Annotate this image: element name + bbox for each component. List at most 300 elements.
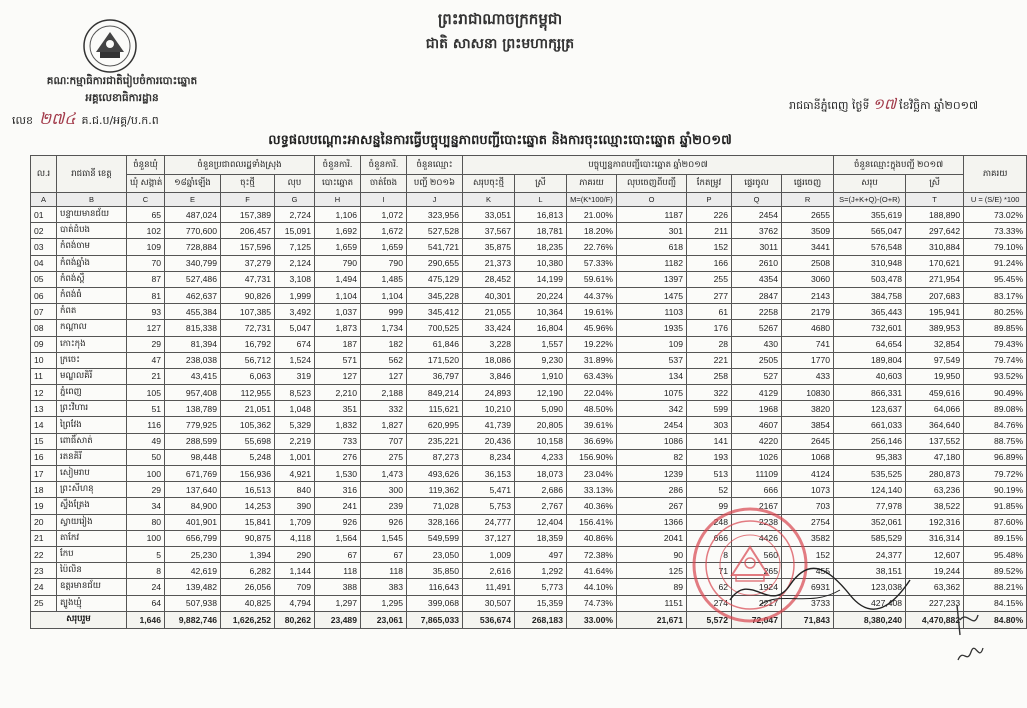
table-cell: 138,789: [165, 401, 221, 417]
table-cell: 5,047: [275, 320, 315, 336]
table-cell: 20,805: [515, 417, 567, 433]
province-name: ភ្នំពេញ: [57, 385, 127, 401]
row-number: 18: [31, 482, 57, 498]
table-cell: 188,890: [906, 207, 964, 223]
row-number: 03: [31, 239, 57, 255]
row-number: 15: [31, 433, 57, 449]
document-title: លទ្ធផលបណ្តោះអាសន្ននៃការធ្វើបច្ចុប្បន្នភាពបញ្ជីបោះឆ្នោត និងការចុះឈ្មោះបោះឆ្នោត ឆ្នាំ២០១៧: [268, 133, 732, 148]
table-cell: 87,273: [407, 449, 463, 465]
row-number: 02: [31, 223, 57, 239]
table-cell: 115,621: [407, 401, 463, 417]
table-cell: 1,104: [315, 287, 361, 303]
table-cell: 28: [687, 336, 732, 352]
table-cell: 316: [315, 482, 361, 498]
table-cell: 4426: [732, 530, 782, 546]
province-name: កំពង់ធំ: [57, 287, 127, 303]
table-cell: 33.13%: [567, 482, 617, 498]
table-cell: 20,436: [463, 433, 515, 449]
table-cell: 95.45%: [964, 271, 1027, 287]
table-cell: 33,051: [463, 207, 515, 223]
table-cell: 527: [732, 368, 782, 384]
table-cell: 1182: [617, 255, 687, 271]
table-cell: 316,314: [906, 530, 964, 546]
table-cell: 709: [275, 579, 315, 595]
table-row: [31, 368, 1027, 384]
table-cell: 1,037: [315, 304, 361, 320]
table-cell: 207,683: [906, 287, 964, 303]
table-cell: 21,055: [463, 304, 515, 320]
table-cell: 926: [315, 514, 361, 530]
table-cell: 47,731: [221, 271, 275, 287]
table-cell: 67: [315, 546, 361, 562]
table-cell: 82: [617, 449, 687, 465]
column-letter: F: [221, 193, 275, 207]
table-cell: 5,248: [221, 449, 275, 465]
table-row: [31, 449, 1027, 465]
table-cell: 10,158: [515, 433, 567, 449]
total-cell: 9,882,746: [165, 611, 221, 628]
table-cell: 2167: [732, 498, 782, 514]
province-name: ព្រះវិហារ: [57, 401, 127, 417]
table-cell: 770,600: [165, 223, 221, 239]
table-cell: 79.10%: [964, 239, 1027, 255]
table-row: [31, 433, 1027, 449]
table-cell: 226: [687, 207, 732, 223]
table-cell: 741: [782, 336, 834, 352]
table-cell: 16,792: [221, 336, 275, 352]
table-cell: 399,068: [407, 595, 463, 611]
table-cell: 866,331: [834, 385, 906, 401]
table-cell: 1103: [617, 304, 687, 320]
table-cell: 8: [687, 546, 732, 562]
table-cell: 280,873: [906, 466, 964, 482]
date-prefix: រាជធានីភ្នំពេញ ថ្ងៃទី: [789, 99, 870, 112]
table-cell: 1,910: [515, 368, 567, 384]
table-cell: 127: [361, 368, 407, 384]
table-cell: 93: [127, 304, 165, 320]
table-cell: 171,520: [407, 352, 463, 368]
table-cell: 65: [127, 207, 165, 223]
table-cell: 390: [275, 498, 315, 514]
table-cell: 661,033: [834, 417, 906, 433]
total-label: សរុបរួម: [31, 611, 127, 628]
col-total-female: ស្រី: [906, 175, 964, 193]
col-stations-group: ចំនួនការិ.: [315, 156, 361, 175]
table-cell: 61,846: [407, 336, 463, 352]
table-cell: 16,804: [515, 320, 567, 336]
province-name: ត្បូងឃ្មុំ: [57, 595, 127, 611]
table-cell: 310,884: [906, 239, 964, 255]
table-cell: 36,153: [463, 466, 515, 482]
table-cell: 88.75%: [964, 433, 1027, 449]
table-cell: 40.86%: [567, 530, 617, 546]
table-cell: 2,724: [275, 207, 315, 223]
table-cell: 3582: [782, 530, 834, 546]
table-cell: 3733: [782, 595, 834, 611]
table-cell: 125: [617, 563, 687, 579]
table-cell: 599: [687, 401, 732, 417]
table-cell: 22.04%: [567, 385, 617, 401]
table-cell: 3441: [782, 239, 834, 255]
table-cell: 26,056: [221, 579, 275, 595]
col-total-group: ចំនួនឈ្មោះក្នុងបញ្ជី ២០១៧: [834, 156, 964, 175]
agency-name: គណៈកម្មាធិការជាតិរៀបចំការបោះឆ្នោត: [46, 75, 198, 87]
total-cell: 7,865,033: [407, 611, 463, 628]
table-cell: 4680: [782, 320, 834, 336]
column-letter: A: [31, 193, 57, 207]
table-cell: 840: [275, 482, 315, 498]
table-cell: 1,494: [315, 271, 361, 287]
table-cell: 157,389: [221, 207, 275, 223]
row-number: 22: [31, 546, 57, 562]
table-cell: 89: [617, 579, 687, 595]
table-cell: 8: [127, 563, 165, 579]
table-cell: 666: [687, 530, 732, 546]
column-letter: E: [165, 193, 221, 207]
table-cell: 274: [687, 595, 732, 611]
table-cell: 4,794: [275, 595, 315, 611]
table-cell: 107,385: [221, 304, 275, 320]
column-letter: J: [407, 193, 463, 207]
table-cell: 4,233: [515, 449, 567, 465]
table-cell: 137,640: [165, 482, 221, 498]
table-row: [31, 530, 1027, 546]
table-cell: 116,643: [407, 579, 463, 595]
table-cell: 187: [315, 336, 361, 352]
col-offices-group: ចំនួនការិ.: [361, 156, 407, 175]
table-cell: 455: [782, 563, 834, 579]
column-letter: B: [57, 193, 127, 207]
row-number: 23: [31, 563, 57, 579]
total-cell: 536,674: [463, 611, 515, 628]
table-cell: 1,873: [315, 320, 361, 336]
table-cell: 1,485: [361, 271, 407, 287]
table-cell: 5,753: [463, 498, 515, 514]
table-cell: 87: [127, 271, 165, 287]
province-name: រតនគិរី: [57, 449, 127, 465]
table-cell: 63.43%: [567, 368, 617, 384]
province-name: ពោធិ៍សាត់: [57, 433, 127, 449]
table-cell: 700,525: [407, 320, 463, 336]
table-cell: 44.10%: [567, 579, 617, 595]
table-cell: 319: [275, 368, 315, 384]
table-cell: 256,146: [834, 433, 906, 449]
table-row: [31, 417, 1027, 433]
table-cell: 265: [732, 563, 782, 579]
col-stations: បោះឆ្នោត: [315, 175, 361, 193]
table-cell: 40.36%: [567, 498, 617, 514]
table-cell: 388: [315, 579, 361, 595]
table-cell: 401,901: [165, 514, 221, 530]
table-cell: 297,642: [906, 223, 964, 239]
table-cell: 137,552: [906, 433, 964, 449]
table-cell: 18,235: [515, 239, 567, 255]
table-cell: 19.22%: [567, 336, 617, 352]
table-cell: 134: [617, 368, 687, 384]
row-number: 13: [31, 401, 57, 417]
province-name: កំពត: [57, 304, 127, 320]
table-cell: 351: [315, 401, 361, 417]
table-cell: 15,359: [515, 595, 567, 611]
column-letter: Q: [732, 193, 782, 207]
nec-logo-icon: [82, 18, 138, 74]
table-cell: 7,125: [275, 239, 315, 255]
table-cell: 2179: [782, 304, 834, 320]
table-cell: 51: [127, 401, 165, 417]
table-cell: 1075: [617, 385, 687, 401]
row-number: 16: [31, 449, 57, 465]
table-cell: 288,599: [165, 433, 221, 449]
table-cell: 462,637: [165, 287, 221, 303]
table-cell: 562: [361, 352, 407, 368]
table-cell: 23.04%: [567, 466, 617, 482]
table-cell: 1,545: [361, 530, 407, 546]
table-cell: 1,832: [315, 417, 361, 433]
table-cell: 4220: [732, 433, 782, 449]
table-cell: 4,921: [275, 466, 315, 482]
table-cell: 493,626: [407, 466, 463, 482]
table-cell: 1,827: [361, 417, 407, 433]
table-cell: 55,698: [221, 433, 275, 449]
table-cell: 507,938: [165, 595, 221, 611]
table-cell: 16,813: [515, 207, 567, 223]
table-cell: 1924: [732, 579, 782, 595]
table-cell: 29: [127, 336, 165, 352]
table-cell: 276: [315, 449, 361, 465]
table-cell: 239: [361, 498, 407, 514]
table-cell: 384,758: [834, 287, 906, 303]
table-cell: 241: [315, 498, 361, 514]
table-cell: 81,394: [165, 336, 221, 352]
table-cell: 156.90%: [567, 449, 617, 465]
department-name: អគ្គលេខាធិការដ្ឋាន: [85, 92, 159, 104]
table-cell: 95.48%: [964, 546, 1027, 562]
table-cell: 618: [617, 239, 687, 255]
table-cell: 926: [361, 514, 407, 530]
table-cell: 19,950: [906, 368, 964, 384]
row-number: 05: [31, 271, 57, 287]
total-cell: 23,061: [361, 611, 407, 628]
table-cell: 84,900: [165, 498, 221, 514]
table-cell: 166: [687, 255, 732, 271]
table-cell: 50: [127, 449, 165, 465]
table-cell: 732,601: [834, 320, 906, 336]
table-cell: 88.21%: [964, 579, 1027, 595]
signature-icon: [720, 560, 920, 620]
reference-number: [12, 108, 159, 132]
column-letter: T: [906, 193, 964, 207]
table-cell: 352,061: [834, 514, 906, 530]
table-cell: 1935: [617, 320, 687, 336]
voter-registration-table: [30, 155, 1027, 629]
table-cell: 342: [617, 401, 687, 417]
table-cell: 340,799: [165, 255, 221, 271]
table-row: [31, 466, 1027, 482]
row-number: 01: [31, 207, 57, 223]
table-cell: 365,443: [834, 304, 906, 320]
table-cell: 2645: [782, 433, 834, 449]
table-cell: 52: [687, 482, 732, 498]
table-cell: 157,596: [221, 239, 275, 255]
total-cell: 5,572: [687, 611, 732, 628]
province-name: ព្រៃវែង: [57, 417, 127, 433]
table-row: [31, 207, 1027, 223]
table-cell: 5,471: [463, 482, 515, 498]
col-moved-in: ផ្ទេរចូល: [732, 175, 782, 193]
row-number: 09: [31, 336, 57, 352]
table-cell: 89.15%: [964, 530, 1027, 546]
table-cell: 72.38%: [567, 546, 617, 562]
table-cell: 47,180: [906, 449, 964, 465]
table-cell: 79.43%: [964, 336, 1027, 352]
province-name: សៀមរាប: [57, 466, 127, 482]
table-cell: 275: [361, 449, 407, 465]
table-cell: 2,124: [275, 255, 315, 271]
table-cell: 5: [127, 546, 165, 562]
row-number: 19: [31, 498, 57, 514]
total-cell: 80,262: [275, 611, 315, 628]
table-cell: 19,244: [906, 563, 964, 579]
row-number: 21: [31, 530, 57, 546]
table-cell: 28,452: [463, 271, 515, 287]
table-row: [31, 498, 1027, 514]
table-cell: 1187: [617, 207, 687, 223]
table-cell: 70: [127, 255, 165, 271]
table-cell: 90,875: [221, 530, 275, 546]
column-letter: K: [463, 193, 515, 207]
table-cell: 221: [687, 352, 732, 368]
table-cell: 1073: [782, 482, 834, 498]
table-cell: 1,104: [361, 287, 407, 303]
date-day: ១៧: [872, 95, 897, 113]
province-name: កែប: [57, 546, 127, 562]
table-cell: 2505: [732, 352, 782, 368]
row-number: 25: [31, 595, 57, 611]
table-cell: 79.74%: [964, 352, 1027, 368]
table-cell: 1,524: [275, 352, 315, 368]
table-cell: 91.24%: [964, 255, 1027, 271]
province-name: បាត់ដំបង: [57, 223, 127, 239]
table-cell: 1968: [732, 401, 782, 417]
table-cell: 118: [361, 563, 407, 579]
table-cell: 35,850: [407, 563, 463, 579]
table-cell: 345,412: [407, 304, 463, 320]
table-cell: 674: [275, 336, 315, 352]
table-cell: 5,090: [515, 401, 567, 417]
table-cell: 427,408: [834, 595, 906, 611]
table-cell: 105,362: [221, 417, 275, 433]
table-cell: 1,709: [275, 514, 315, 530]
table-cell: 1,473: [361, 466, 407, 482]
table-cell: 24: [127, 579, 165, 595]
col-moved-out: ផ្ទេរចេញ: [782, 175, 834, 193]
table-cell: 18,359: [515, 530, 567, 546]
table-cell: 1,144: [275, 563, 315, 579]
table-cell: 56,712: [221, 352, 275, 368]
province-name: កំពង់ស្ពឺ: [57, 271, 127, 287]
table-cell: 40,301: [463, 287, 515, 303]
table-cell: 105: [127, 385, 165, 401]
table-cell: 38,151: [834, 563, 906, 579]
table-cell: 35,875: [463, 239, 515, 255]
table-cell: 48.50%: [567, 401, 617, 417]
table-cell: 3011: [732, 239, 782, 255]
table-cell: 345,228: [407, 287, 463, 303]
table-cell: 40,825: [221, 595, 275, 611]
table-cell: 527,486: [165, 271, 221, 287]
table-cell: 549,599: [407, 530, 463, 546]
table-cell: 300: [361, 482, 407, 498]
table-cell: 71: [687, 563, 732, 579]
table-cell: 290,655: [407, 255, 463, 271]
margin-initial-icon: [952, 600, 982, 644]
col-pop-new: ចុះថ្មី: [221, 175, 275, 193]
total-cell: 8,380,240: [834, 611, 906, 628]
table-cell: 32,854: [906, 336, 964, 352]
table-cell: 90,826: [221, 287, 275, 303]
province-name: កំពង់ចាម: [57, 239, 127, 255]
total-cell: 84.80%: [964, 611, 1027, 628]
table-cell: 93.52%: [964, 368, 1027, 384]
table-cell: 71,028: [407, 498, 463, 514]
table-cell: 666: [732, 482, 782, 498]
table-cell: 64,066: [906, 401, 964, 417]
table-cell: 1,692: [315, 223, 361, 239]
col-pop-delete: លុប: [275, 175, 315, 193]
table-cell: 585,529: [834, 530, 906, 546]
table-cell: 389,953: [906, 320, 964, 336]
table-cell: 18,073: [515, 466, 567, 482]
row-number: 04: [31, 255, 57, 271]
row-number: 07: [31, 304, 57, 320]
table-cell: 80.25%: [964, 304, 1027, 320]
table-cell: 2,188: [361, 385, 407, 401]
table-cell: 156,936: [221, 466, 275, 482]
table-cell: 18,086: [463, 352, 515, 368]
table-cell: 8,523: [275, 385, 315, 401]
table-cell: 15,091: [275, 223, 315, 239]
table-cell: 487,024: [165, 207, 221, 223]
table-cell: 957,408: [165, 385, 221, 401]
table-cell: 3060: [782, 271, 834, 287]
table-cell: 2,767: [515, 498, 567, 514]
table-cell: 728,884: [165, 239, 221, 255]
table-cell: 4,118: [275, 530, 315, 546]
table-cell: 12,190: [515, 385, 567, 401]
table-cell: 3854: [782, 417, 834, 433]
province-name: មណ្ឌលគិរី: [57, 368, 127, 384]
table-cell: 301: [617, 223, 687, 239]
table-cell: 192,316: [906, 514, 964, 530]
table-cell: 2258: [732, 304, 782, 320]
table-cell: 81: [127, 287, 165, 303]
table-cell: 2454: [617, 417, 687, 433]
table-cell: 1,659: [315, 239, 361, 255]
col-total: សរុប: [834, 175, 906, 193]
table-cell: 3,846: [463, 368, 515, 384]
table-cell: 176: [687, 320, 732, 336]
table-cell: 2217: [732, 595, 782, 611]
table-cell: 10,380: [515, 255, 567, 271]
table-body: [31, 207, 1027, 612]
table-cell: 156.41%: [567, 514, 617, 530]
table-cell: 36.69%: [567, 433, 617, 449]
table-cell: 2847: [732, 287, 782, 303]
table-cell: 22.76%: [567, 239, 617, 255]
table-cell: 33,424: [463, 320, 515, 336]
table-cell: 323,956: [407, 207, 463, 223]
table-cell: 139,482: [165, 579, 221, 595]
